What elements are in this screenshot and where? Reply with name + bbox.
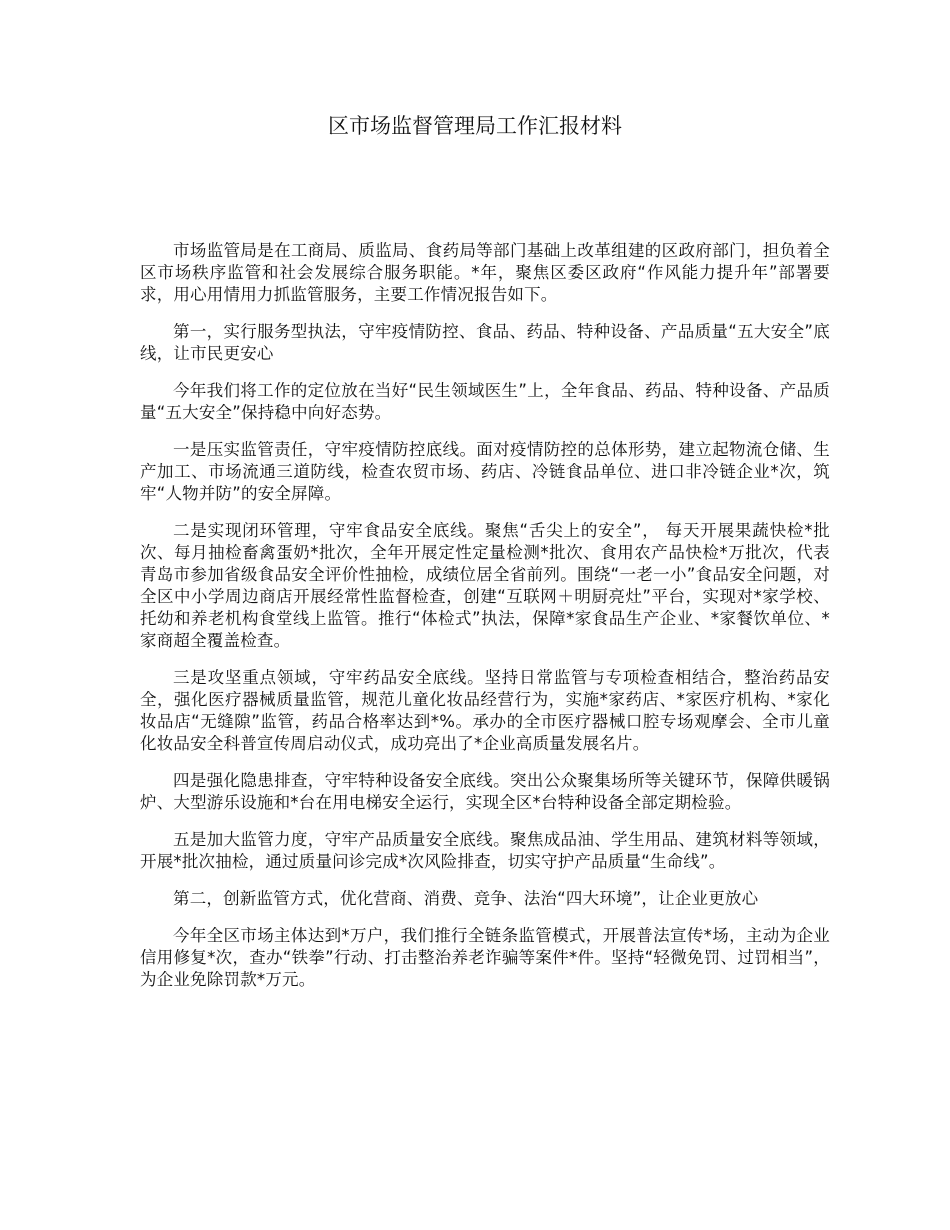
item-drug-safety: 三是攻坚重点领域，守牢药品安全底线。坚持日常监管与专项检查相结合，整治药品安全，强化医疗器械质量监管，规范儿童化妆品经营行为，实施*家药店、*家医疗机构、*家化妆品店“无缝隙”监管，药品合格率达到*%。承办的全市医疗器械口腔专场观摩会、全市儿童化妆品安全科普宣传周启动仪式，成功亮出了*企业高质量发展名片。 [140, 668, 830, 753]
section-heading-one: 第一，实行服务型执法，守牢疫情防控、食品、药品、特种设备、产品质量“五大安全”底线，让市民更安心 [140, 322, 830, 363]
item-epidemic-prevention: 一是压实监管责任，守牢疫情防控底线。面对疫情防控的总体形势，建立起物流仓储、生产加工、市场流通三道防线，检查农贸市场、药店、冷链食品单位、进口非冷链企业*次，筑牢“人物并防”的安全屏障。 [140, 440, 830, 503]
document-body [140, 240, 830, 1006]
item-special-equipment: 四是强化隐患排查，守牢特种设备安全底线。突出公众聚集场所等关键环节，保障供暖锅炉、大型游乐设施和*台在用电梯安全运行，实现全区*台特种设备全部定期检验。 [140, 771, 830, 812]
intro-paragraph: 市场监管局是在工商局、质监局、食药局等部门基础上改革组建的区政府部门，担负着全区市场秩序监管和社会发展综合服务职能。*年，聚焦区委区政府“作风能力提升年”部署要求，用心用情用力抓监管服务，主要工作情况报告如下。 [140, 241, 830, 304]
section-heading-two: 第二，创新监管方式，优化营商、消费、竞争、法治“四大环境”，让企业更放心 [173, 889, 759, 908]
section-two-summary: 今年全区市场主体达到*万户，我们推行全链条监管模式，开展普法宣传*场，主动为企业信用修复*次，查办“铁拳”行动、打击整治养老诈骗等案件*件。坚持“轻微免罚、过罚相当”，为企业免除罚款*万元。 [140, 926, 830, 989]
document-title: 区市场监督管理局工作汇报材料 [328, 114, 622, 138]
section-one-summary: 今年我们将工作的定位放在当好“民生领域医生”上，全年食品、药品、特种设备、产品质量“五大安全”保持稳中向好态势。 [140, 381, 830, 422]
item-product-quality: 五是加大监管力度，守牢产品质量安全底线。聚焦成品油、学生用品、建筑材料等领域，开展*批次抽检，通过质量问诊完成*次风险排查，切实守护产品质量“生命线”。 [140, 830, 830, 871]
item-food-safety: 二是实现闭环管理，守牢食品安全底线。聚焦“舌尖上的安全”， 每天开展果蔬快检*批次、每月抽检畜禽蛋奶*批次，全年开展定性定量检测*批次、食用农产品快检*万批次，代表青岛市参加省级食品安全评价性抽检，成绩位居全省前列。围绕“一老一小”食品安全问题，对全区中小学周边商店开展经常性监督检查，创建“互联网＋明厨亮灶”平台，实现对*家学校、托幼和养老机构食堂线上监管。推行“体检式”执法，保障*家食品生产企业、*家餐饮单位、*家商超全覆盖检查。 [140, 521, 830, 650]
